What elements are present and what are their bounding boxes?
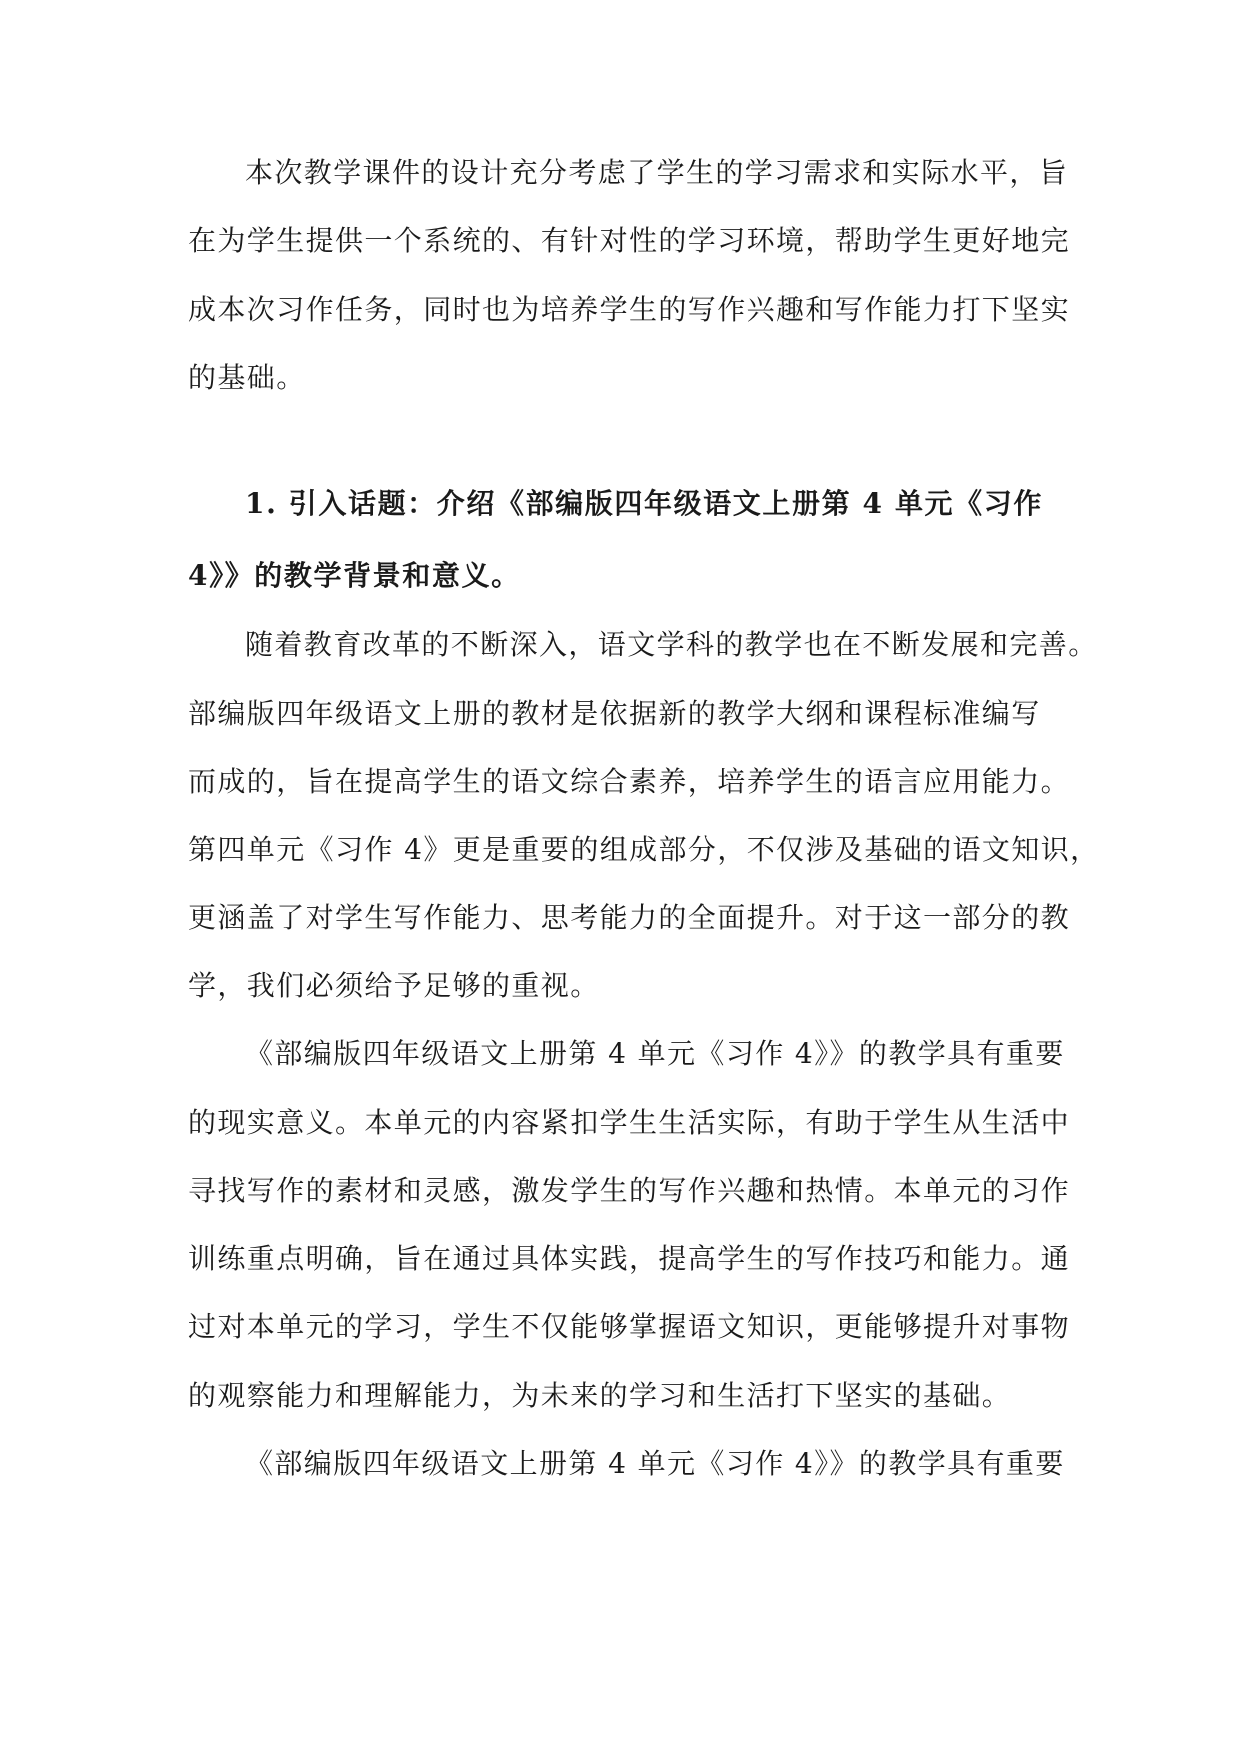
paragraph-2-line-5: 更涵盖了对学生写作能力、思考能力的全面提升。对于这一部分的教 bbox=[188, 901, 1071, 934]
paragraph-4-line-1: 《部编版四年级语文上册第 4 单元《习作 4》》的教学具有重要 bbox=[245, 1447, 1065, 1480]
paragraph-2-line-2: 部编版四年级语文上册的教材是依据新的教学大纲和课程标准编写 bbox=[188, 697, 1041, 730]
paragraph-1-line-1: 本次教学课件的设计充分考虑了学生的学习需求和实际水平，旨 bbox=[245, 156, 1069, 189]
paragraph-3-line-4: 训练重点明确，旨在通过具体实践，提高学生的写作技巧和能力。通 bbox=[188, 1242, 1071, 1275]
section-heading-line-2: 4》》的教学背景和意义。 bbox=[188, 559, 521, 592]
paragraph-3-line-3: 寻找写作的素材和灵感，激发学生的写作兴趣和热情。本单元的习作 bbox=[188, 1174, 1071, 1207]
paragraph-2-line-3: 而成的，旨在提高学生的语文综合素养，培养学生的语言应用能力。 bbox=[188, 765, 1071, 798]
paragraph-1-line-3: 成本次习作任务，同时也为培养学生的写作兴趣和写作能力打下坚实 bbox=[188, 293, 1071, 326]
paragraph-1-line-2: 在为学生提供一个系统的、有针对性的学习环境，帮助学生更好地完 bbox=[188, 224, 1071, 257]
paragraph-2-line-1: 随着教育改革的不断深入，语文学科的教学也在不断发展和完善。 bbox=[245, 628, 1098, 661]
paragraph-2-line-6: 学，我们必须给予足够的重视。 bbox=[188, 969, 600, 1002]
paragraph-2-line-4: 第四单元《习作 4》更是重要的组成部分，不仅涉及基础的语文知识， bbox=[188, 833, 1100, 866]
paragraph-3-line-1: 《部编版四年级语文上册第 4 单元《习作 4》》的教学具有重要 bbox=[245, 1037, 1065, 1070]
paragraph-3-line-6: 的观察能力和理解能力，为未来的学习和生活打下坚实的基础。 bbox=[188, 1379, 1012, 1412]
section-heading-line-1: 1. 引入话题：介绍《部编版四年级语文上册第 4 单元《习作 bbox=[245, 487, 1043, 520]
paragraph-1-line-4: 的基础。 bbox=[188, 361, 306, 394]
paragraph-3-line-2: 的现实意义。本单元的内容紧扣学生生活实际，有助于学生从生活中 bbox=[188, 1106, 1071, 1139]
paragraph-3-line-5: 过对本单元的学习，学生不仅能够掌握语文知识，更能够提升对事物 bbox=[188, 1310, 1071, 1343]
